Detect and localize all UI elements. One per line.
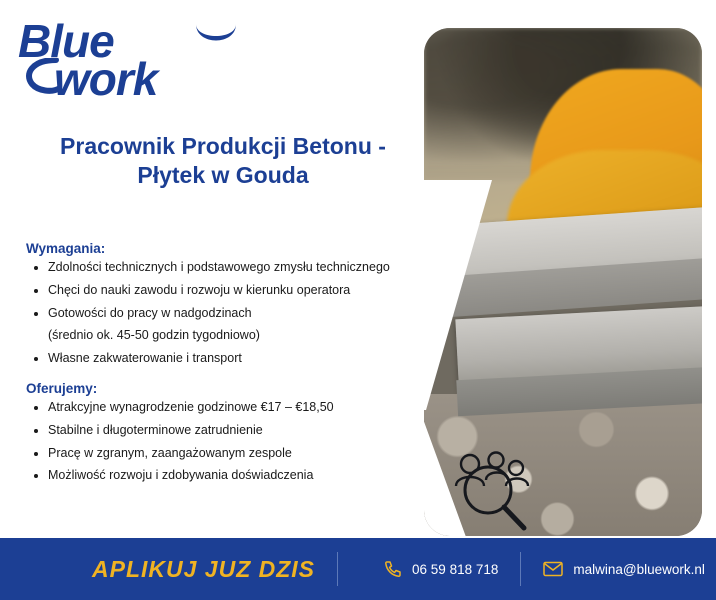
people-search-icon (436, 438, 548, 534)
email-address: malwina@bluework.nl (573, 561, 705, 577)
list-item: Chęci do nauki zawodu i rozwoju w kierunku operatora (26, 282, 426, 300)
offer-list (26, 399, 426, 490)
page-title: Pracownik Produkcji Betonu - Płytek w Gouda (60, 133, 386, 189)
footer-divider-2 (520, 552, 521, 586)
list-item: Własne zakwaterowanie i transport (26, 350, 426, 368)
swoosh-icon (22, 58, 62, 96)
requirements-list (26, 259, 426, 373)
apply-cta[interactable]: APLIKUJ JUZ DZIS (92, 555, 316, 582)
list-item: Możliwość rozwoju i zdobywania doświadczenia (26, 467, 426, 485)
list-item: Stabilne i długoterminowe zatrudnienie (26, 422, 426, 440)
contact-phone[interactable] (384, 560, 498, 578)
list-item: Zdolności technicznych i podstawowego zmysłu technicznego (26, 259, 426, 277)
phone-number: 06 59 818 718 (412, 561, 499, 577)
logo-text-work: work (54, 53, 158, 105)
contact-email[interactable] (543, 561, 705, 577)
envelope-icon (543, 561, 563, 577)
logo-text-blue: Blue (18, 15, 114, 67)
list-item: Atrakcyjne wynagrodzenie godzinowe €17 – €18,50 (26, 399, 426, 417)
list-item-sub: (średnio ok. 45-50 godzin tygodniowo) (48, 328, 260, 343)
brand-logo (18, 12, 248, 105)
phone-icon (384, 560, 402, 578)
smile-icon (194, 20, 238, 50)
footer-bar (0, 538, 716, 600)
offer-heading: Oferujemy: (26, 381, 98, 396)
list-item: Pracę w zgranym, zaangażowanym zespole (26, 445, 426, 463)
footer-divider-1 (337, 552, 338, 586)
requirements-heading: Wymagania: (26, 241, 106, 256)
list-item: Gotowości do pracy w nadgodzinach (26, 305, 426, 323)
